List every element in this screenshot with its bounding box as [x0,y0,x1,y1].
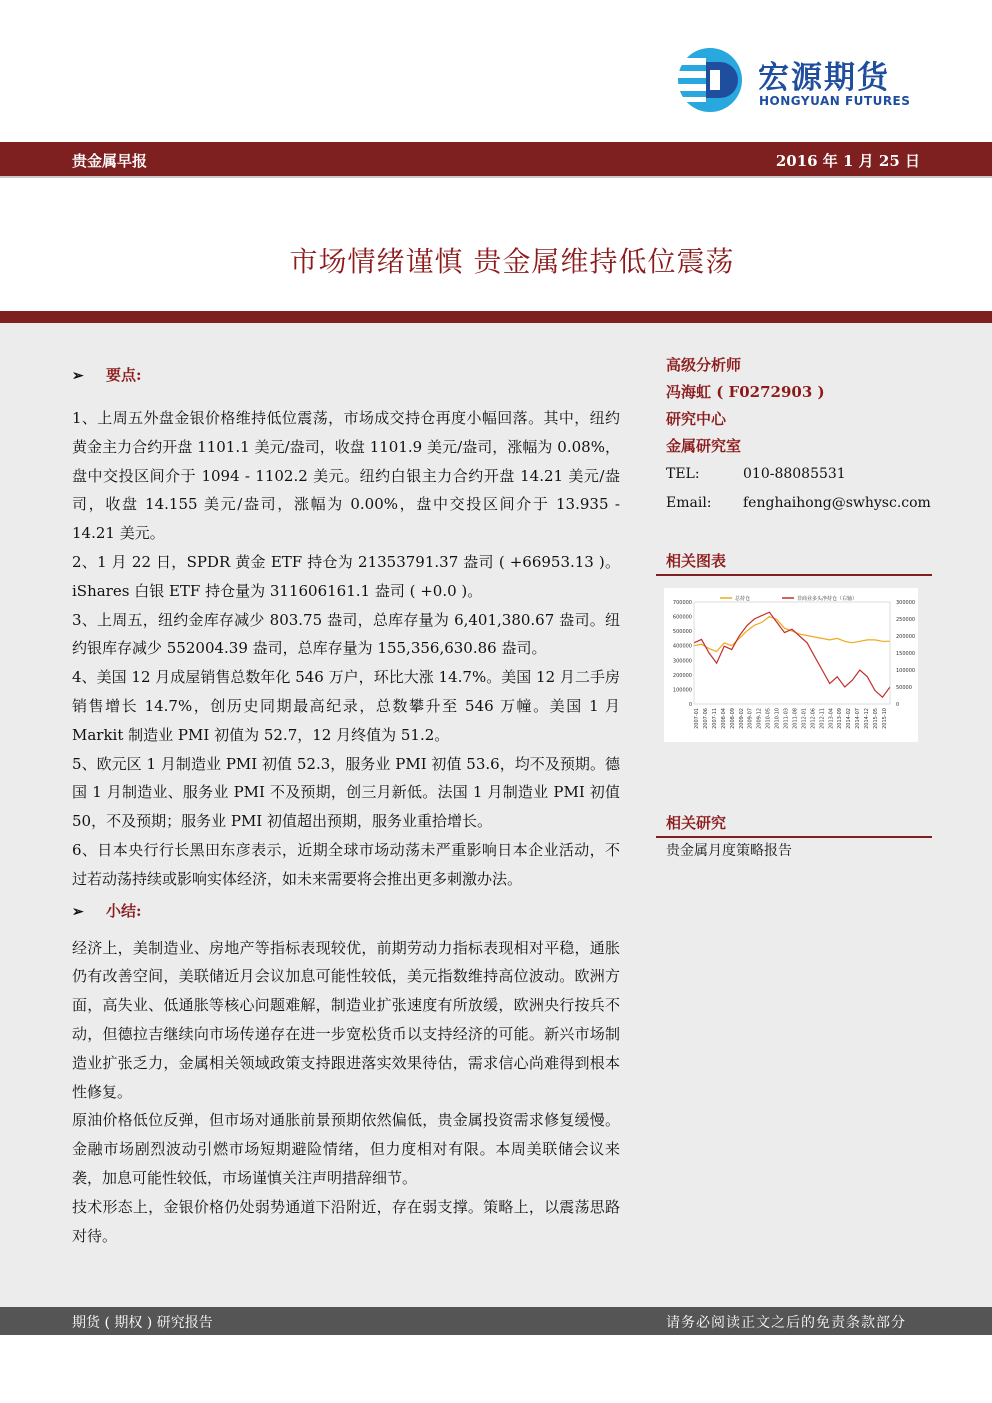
x-tick-label: 2010-10 [774,708,781,729]
y-left-tick-label: 300000 [672,658,692,665]
y-left-tick-label: 200000 [672,672,692,679]
analyst-info [666,352,936,518]
main-column [72,362,620,1250]
bullet-arrow-icon: ➢ [72,368,84,384]
x-tick-label: 2013-09 [837,708,844,729]
plot-area [694,602,890,704]
x-tick-label: 2014-12 [864,708,871,729]
points-heading-text: 要点: [106,366,142,384]
series-line-1 [694,617,890,652]
holdings-line-chart [664,588,918,742]
report-date: 2016 年 1 月 25 日 [775,152,920,170]
tel-row [666,460,936,489]
related-research-header [656,810,932,838]
x-tick-label: 2015-10 [882,708,888,729]
hongyuan-logo-icon [676,46,748,114]
company-logo [676,44,936,116]
y-left-tick-label: 600000 [672,614,692,621]
bullet-arrow-icon: ➢ [72,903,84,920]
x-tick-label: 2010-05 [765,708,772,729]
summary-paragraph-1: 经济上，美制造业、房地产等指标表现较优，前期劳动力指标表现相对平稳，通胀仍有改善空间，美联储近月会议加息可能性较低，美元指数维持高位波动。欧洲方面，高失业、低通胀等核心问题难解，制造业扩张速度有所放缓，欧洲央行按兵不动，但德拉吉继续向市场传递存在进一步宽松货币以支持经济的可能。新兴市场制造业扩张乏力，金属相关领域政策支持跟进落实效果待估，需求信心尚难得到根本性修复。 [72,938,620,1101]
related-research-heading: 相关研究 [666,814,727,832]
y-left-tick-label: 100000 [672,687,692,694]
email-label: Email: [666,495,712,511]
x-tick-label: 2013-04 [828,708,835,729]
x-tick-label: 2008-09 [729,708,736,729]
logo-chinese-text: 宏源期货 [758,60,890,96]
research-team: 金属研究室 [666,437,742,455]
legend-label-2: 非商业多头净持仓（右轴） [797,596,858,602]
related-charts-header [656,548,932,576]
point-6: 6、日本央行行长黑田东彦表示，近期全球市场动荡未严重影响日本企业活动，不过若动荡持续或影响实体经济，如未来需要将会推出更多刺激办法。 [72,840,620,888]
summary-paragraph-3: 技术形态上，金银价格仍处弱势通道下沿附近，存在弱支撑。策略上，以震荡思路对待。 [72,1197,620,1245]
report-type: 贵金属早报 [72,152,148,170]
email-row [666,489,936,518]
x-tick-label: 2012-01 [801,708,808,729]
related-chart [664,588,918,742]
points-heading [72,362,620,388]
header-divider [0,176,992,178]
x-tick-label: 2007-06 [702,708,709,729]
title-divider-bar [0,311,992,323]
logo-english-text: HONGYUAN FUTURES [759,94,911,108]
y-right-tick-label: 200000 [896,634,916,640]
page-footer [0,1307,992,1335]
x-tick-label: 2011-08 [792,708,799,729]
x-tick-label: 2014-02 [846,708,853,729]
tel-label: TEL: [666,466,700,482]
point-5: 5、欧元区 1 月制造业 PMI 初值 52.3，服务业 PMI 初值 53.6，均不及预期。德国 1 月制造业、服务业 PMI 不及预期，创三月新低。法国 1 月制造业 PMI 初值 50，不及预期；服务业 PMI 初值超出预期，服务业重拾增长。 [72,754,620,831]
x-tick-label: 2011-03 [783,708,790,729]
x-tick-label: 2012-11 [819,708,826,729]
analyst-name: 冯海虹 ( F0272903 ) [666,383,825,401]
report-header-bar [0,142,992,176]
summary-heading [72,898,620,924]
y-left-tick-label: 500000 [672,629,692,636]
x-tick-label: 2007-01 [694,708,700,729]
y-right-tick-label: 100000 [896,668,916,674]
legend-label-1: 总持仓 [735,596,751,602]
point-4: 4、美国 12 月成屋销售总数年化 546 万户，环比大涨 14.7%。美国 12 月二手房销售增长 14.7%，创历史同期最高纪录，总数攀升至 546 万幢。美国 1 月 Markit 制造业 PMI 初值为 52.7，12 月终值为 51.2。 [72,668,620,744]
x-tick-label: 2012-06 [810,708,817,729]
email-value[interactable]: fenghaihong@swhysc.com [743,495,931,511]
related-charts-heading: 相关图表 [666,552,727,570]
point-2: 2、1 月 22 日，SPDR 黄金 ETF 持仓为 21353791.37 盎司 ( +66953.13 )。iShares 白银 ETF 持仓量为 311606161.1 盎司 ( +0.0 )。 [72,552,620,600]
x-tick-label: 2009-07 [747,708,754,729]
y-left-tick-label: 700000 [672,600,692,606]
y-right-tick-label: 250000 [896,617,916,623]
point-1: 1、上周五外盘金银价格维持低位震荡，市场成交持仓再度小幅回落。其中，纽约黄金主力合约开盘 1101.1 美元/盎司，收盘 1101.9 美元/盎司，涨幅为 0.08%，盘中交投区间介于 1094 - 1102.2 美元。纽约白银主力合约开盘 14.21 美元/盎司，收盘 14.155 美元/盎司，涨幅为 0.00%，盘中交投区间介于 13.935 - 14.21 美元。 [72,409,620,543]
point-3: 3、上周五，纽约金库存减少 803.75 盎司，总库存量为 6,401,380.67 盎司。纽约银库存减少 552004.39 盎司，总库存量为 155,356,630.86 盎司。 [72,610,620,658]
summary-heading-text: 小结: [106,901,142,920]
analyst-title: 高级分析师 [666,356,742,374]
y-left-tick-label: 0 [688,702,692,708]
x-tick-label: 2009-12 [756,708,763,729]
x-tick-label: 2008-04 [720,708,727,729]
y-right-tick-label: 150000 [896,651,916,657]
y-left-tick-label: 400000 [672,643,692,650]
summary-paragraph-2: 原油价格低位反弹，但市场对通胀前景预期依然偏低，贵金属投资需求修复缓慢。金融市场剧烈波动引燃市场短期避险情绪，但力度相对有限。本周美联储会议来袭，加息可能性较低，市场谨慎关注声明措辞细节。 [72,1111,620,1187]
y-right-tick-label: 300000 [896,600,916,606]
report-title: 市场情绪谨慎 贵金属维持低位震荡 [289,245,735,278]
series-line-2 [694,612,890,697]
x-tick-label: 2014-07 [855,708,862,729]
x-tick-label: 2009-02 [738,708,745,729]
research-center: 研究中心 [666,410,727,428]
y-right-tick-label: 50000 [896,685,912,691]
footer-disclaimer[interactable]: 请务必阅读正文之后的免责条款部分 [666,1315,906,1331]
tel-value: 010-88085531 [743,466,846,482]
x-tick-label: 2007-11 [711,708,718,729]
y-right-tick-label: 0 [896,702,900,708]
footer-left-text: 期货 ( 期权 ) 研究报告 [72,1315,213,1331]
x-tick-label: 2015-05 [873,708,880,729]
related-research-item[interactable]: 贵金属月度策略报告 [666,843,792,859]
